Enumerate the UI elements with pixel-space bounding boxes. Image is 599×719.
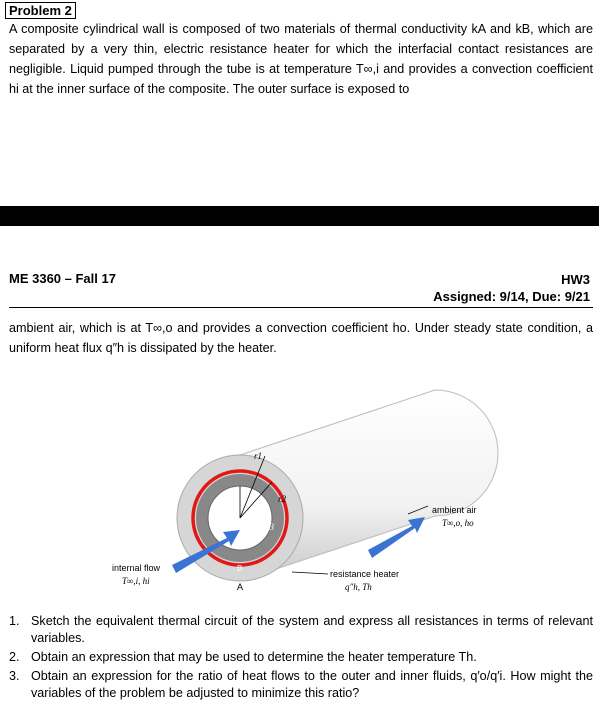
var-internal: T∞,i, hi	[122, 576, 150, 586]
question-number: 1.	[9, 614, 20, 628]
question-number: 2.	[9, 650, 20, 664]
label-material-A: A	[237, 582, 244, 592]
header-divider	[9, 307, 593, 308]
assigned-due: Assigned: 9/14, Due: 9/21	[433, 289, 590, 304]
question-item	[9, 649, 593, 666]
hw-header	[433, 271, 590, 305]
page-break-band	[0, 206, 599, 226]
question-text: Sketch the equivalent thermal circuit of the system and express all resistances in terms of relevant variables.	[31, 614, 593, 645]
course-title: ME 3360 – Fall 17	[9, 271, 116, 286]
var-heater: q″h, Th	[345, 582, 372, 592]
heater-leader-line	[292, 572, 328, 574]
cylinder-figure	[100, 360, 500, 605]
question-item	[9, 668, 593, 702]
label-ambient-air: ambient air	[432, 505, 477, 515]
question-text: Obtain an expression for the ratio of heat flows to the outer and inner fluids, q′o/q′i. How might the variables of the problem be adjusted to minimize this ratio?	[31, 669, 593, 700]
question-list	[9, 613, 593, 704]
label-r3: r3	[266, 522, 275, 532]
label-r2: r2	[278, 494, 287, 504]
label-internal-flow: internal flow	[112, 563, 161, 573]
problem-text-part2: ambient air, which is at T∞,o and provides a convection coefficient ho. Under steady state condition, a uniform heat flux q″h is dissipated by the heater.	[9, 321, 593, 355]
hw-number: HW3	[561, 272, 590, 287]
question-item	[9, 613, 593, 647]
label-r1: r1	[254, 451, 263, 461]
question-text: Obtain an expression that may be used to determine the heater temperature Th.	[31, 650, 477, 664]
problem-label: Problem 2	[5, 2, 76, 19]
label-resistance-heater: resistance heater	[330, 569, 400, 579]
problem-text-part1: A composite cylindrical wall is composed of two materials of thermal conductivity kA and kB, which are separated by a very thin, electric resistance heater for which the interfacial contact resistances are negligible. Liquid pumped through the tube is at temperature T∞,i and provides a convection coefficient hi at the inner surface of the composite. The outer surface is exposed to	[9, 22, 593, 96]
label-material-B: B	[237, 564, 243, 573]
question-number: 3.	[9, 669, 20, 683]
var-ambient: T∞,o, ho	[442, 518, 474, 528]
